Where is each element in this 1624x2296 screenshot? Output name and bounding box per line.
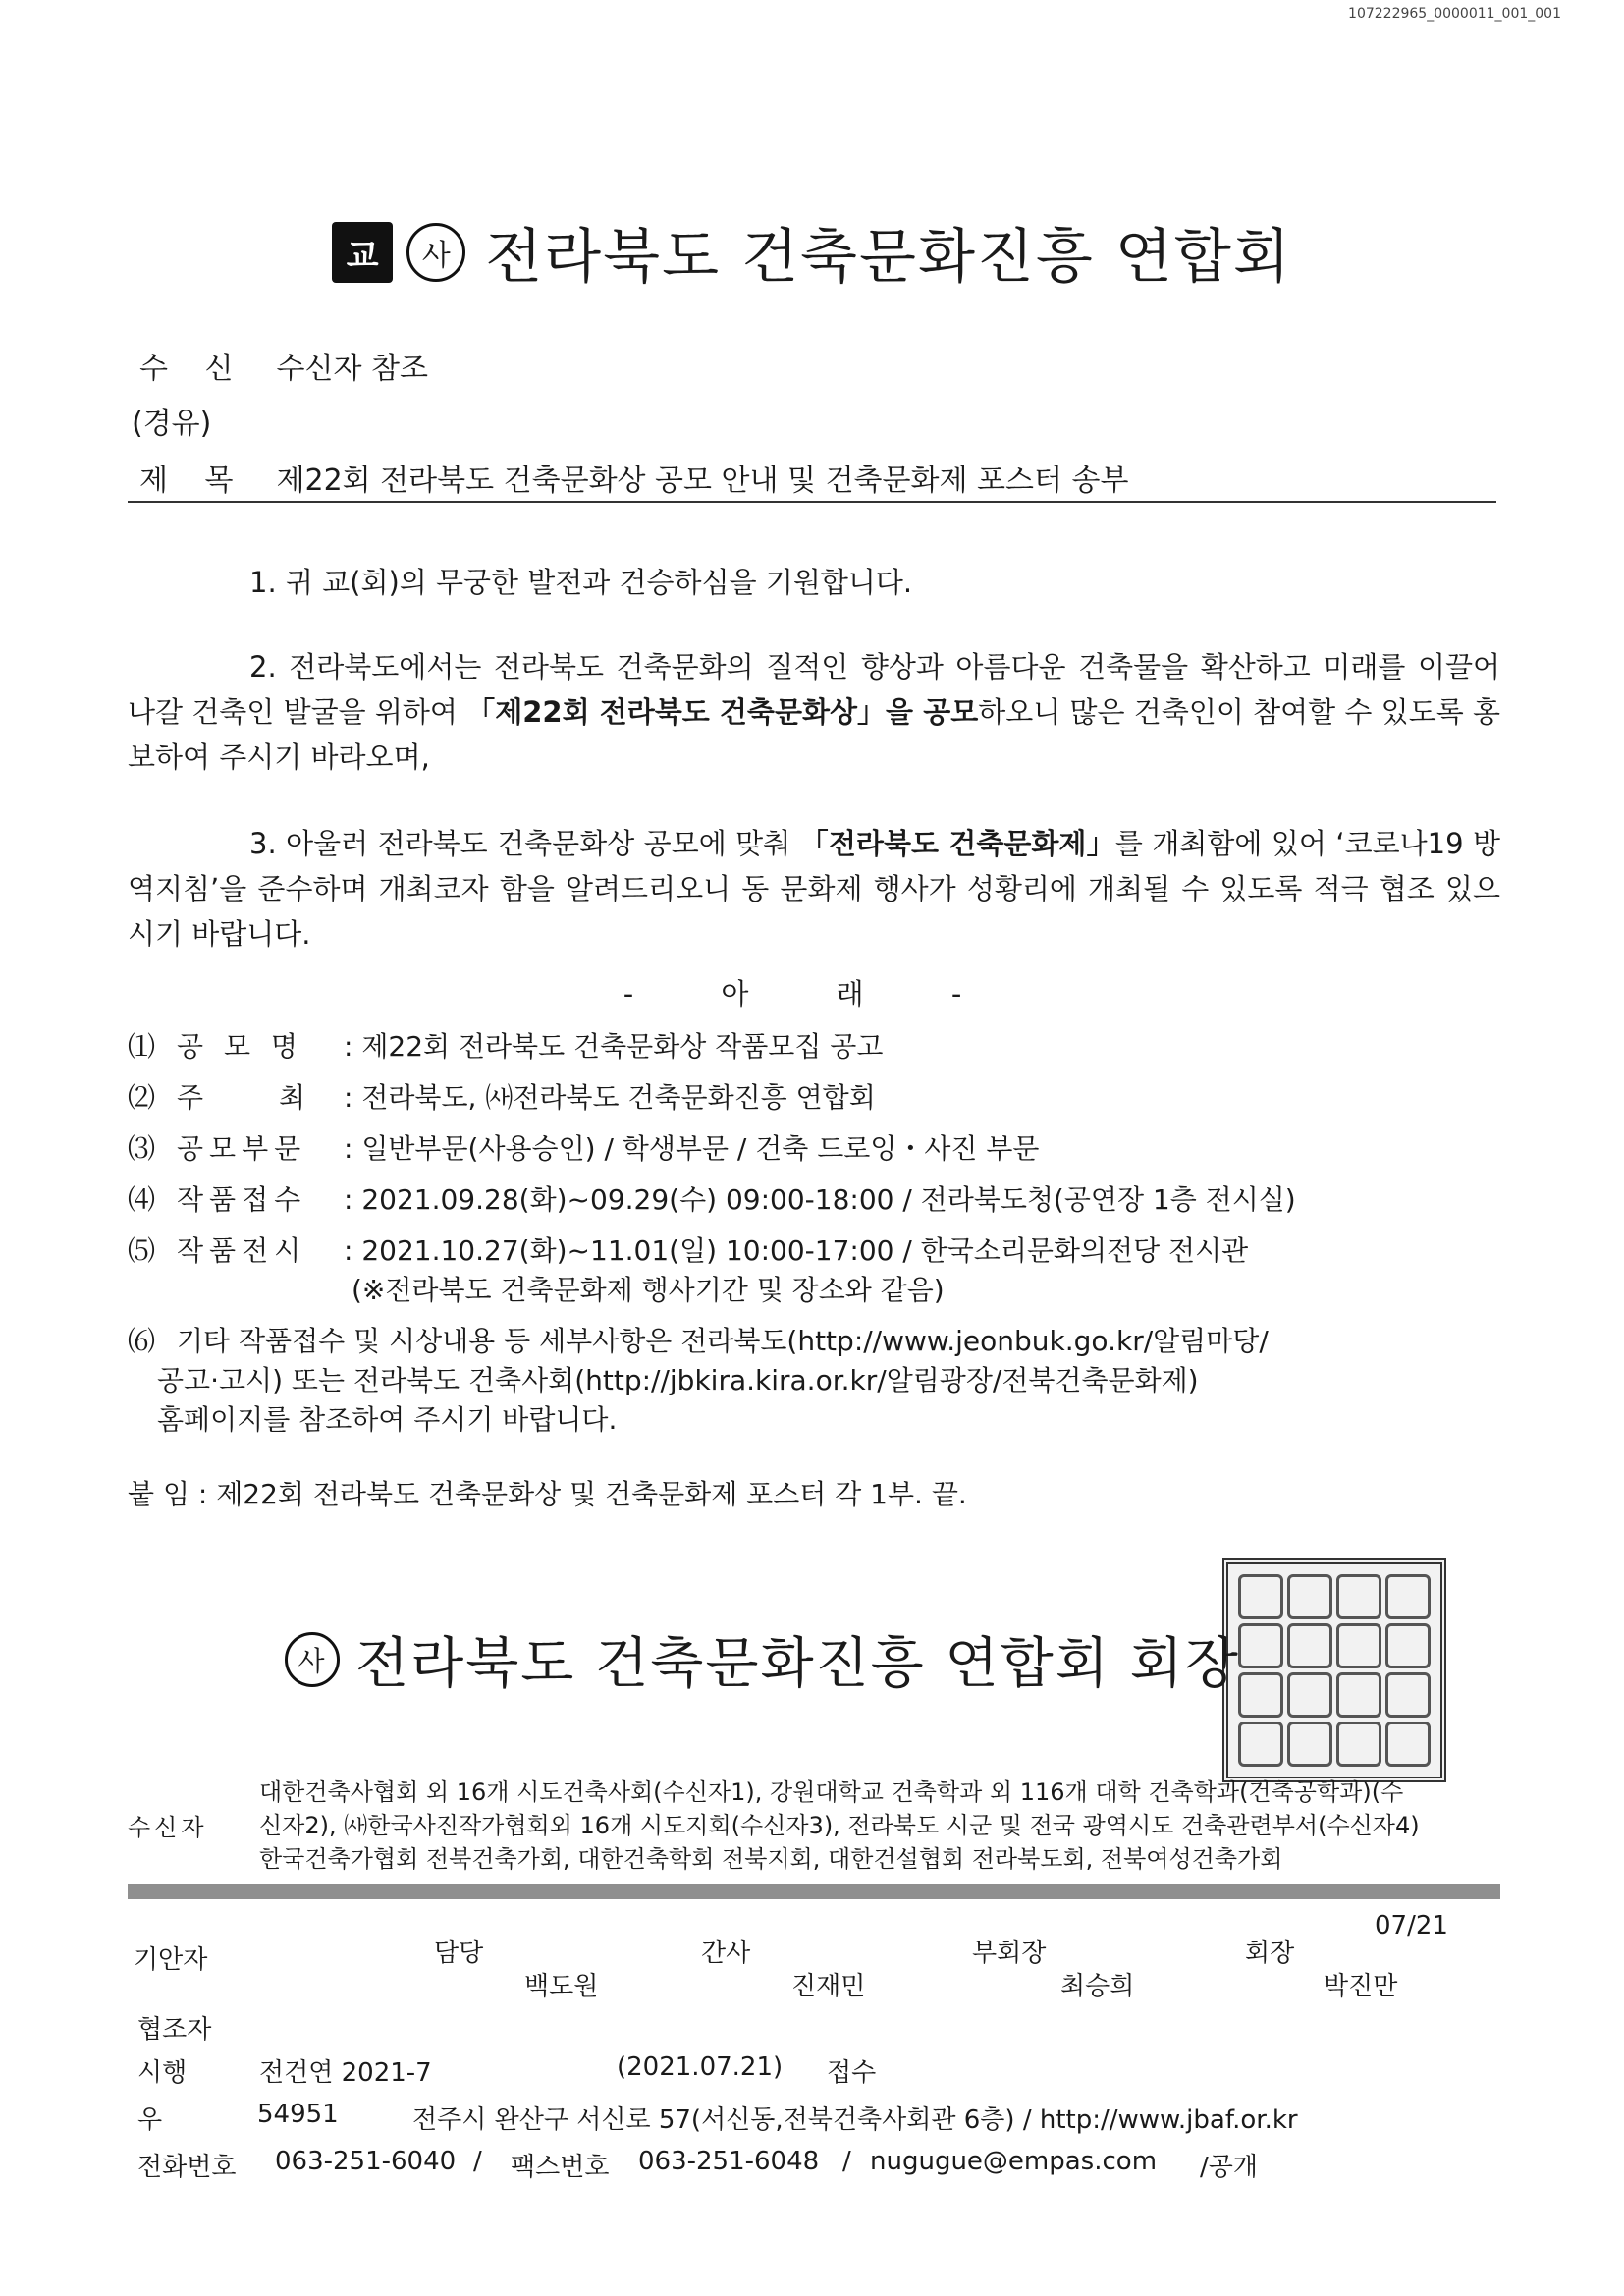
staff-label: 담당 [434, 1939, 484, 1968]
item-value-note: (※전라북도 건축문화제 행사기간 및 장소와 같음) [352, 1274, 945, 1306]
recipients-line: 한국건축가협회 전북건축가회, 대한건축학회 전북지회, 대한건설협회 전라북도회, 전북여성건축가회 [259, 1845, 1283, 1873]
paragraph-3-emphasis: 「전라북도 건축문화제」 [799, 827, 1115, 860]
president-name: 박진만 [1324, 1972, 1398, 2001]
item-value: : 2021.10.27(화)~11.01(일) 10:00-17:00 / 한국소리문화의전당 전시관 [344, 1234, 1249, 1267]
paragraph-1-text: 1. 귀 교(회)의 무궁한 발전과 건승하심을 기원합니다. [249, 566, 913, 599]
recipients-line: 신자2), ㈔한국사진작가협회외 16개 시도지회(수신자3), 전라북도 시군 및 전국 광역시도 건축관련부서(수신자4) [259, 1812, 1420, 1839]
list-item [128, 1231, 1248, 1310]
paragraph-3-text-b: 를 개최함에 있어 ‘코로나19 방역지침’을 준수하며 개최코자 함을 알려드리오니 동 문화제 행사가 성황리에 개최될 수 있도록 적극 협조 있으시기 바랍니다. [128, 827, 1500, 951]
document-id: 107222965_0000011_001_001 [1348, 6, 1561, 22]
president-label: 회장 [1245, 1939, 1295, 1968]
execution-date: (2021.07.21) [617, 2052, 784, 2082]
incorporated-mark: 사 [285, 1632, 340, 1687]
paragraph-2-emphasis: 「제22회 전라북도 건축문화상」을 공모 [466, 695, 979, 729]
incorporated-mark: 사 [406, 223, 465, 282]
item-other-line-2: 공고·고시) 또는 전라북도 건축사회(http://jbkira.kira.or.kr/알림광장/전북건축문화제) [157, 1364, 1199, 1396]
list-item [128, 1078, 876, 1118]
item-number: ⑹ [128, 1325, 156, 1357]
postal-code: 54951 [257, 2100, 339, 2129]
recipient-row [139, 344, 428, 387]
paragraph-3-text-a: 3. 아울러 전라북도 건축문화상 공모에 맞춰 [249, 827, 800, 860]
item-label: 작품접수 [177, 1183, 307, 1216]
via-row [132, 399, 211, 442]
item-number: ⑵ [128, 1081, 156, 1114]
list-item [128, 1027, 883, 1066]
paragraph-3 [128, 821, 1500, 957]
item-label: 주 최 [177, 1081, 339, 1114]
item-number: ⑷ [128, 1183, 156, 1216]
item-other-line-3: 홈페이지를 참조하여 주시기 바랍니다. [157, 1403, 618, 1436]
address: 전주시 완산구 서신로 57(서신동,전북건축사회관 6층) / http://www.jbaf.or.kr [412, 2105, 1298, 2135]
recipients-block [128, 1776, 1500, 1876]
item-label: 작품전시 [177, 1234, 307, 1267]
item-value: : 전라북도, ㈔전라북도 건축문화진흥 연합회 [344, 1081, 876, 1114]
recipients-line: 대한건축사협회 외 16개 시도건축사회(수신자1), 강원대학교 건축학과 외 116개 대학 건축학과(건축공학과)(수 [259, 1778, 1404, 1806]
phone-number: 063-251-6040 [275, 2147, 457, 2176]
item-label: 공모부문 [177, 1132, 307, 1165]
recipient-label: 수 신 [139, 352, 247, 386]
drafter-label: 기안자 [134, 1945, 208, 1975]
item-value: : 제22회 전라북도 건축문화상 작품모집 공고 [344, 1030, 884, 1063]
recipients-label: 수신자 [128, 1814, 208, 1841]
official-seal [1222, 1558, 1446, 1782]
fax-label: 팩스번호 [511, 2153, 610, 2182]
recipient-value: 수신자 참조 [276, 352, 428, 386]
receipt-label: 접수 [827, 2058, 877, 2088]
separator: / [842, 2147, 851, 2176]
list-item [128, 1180, 1296, 1220]
public-status: /공개 [1200, 2153, 1258, 2182]
staff-name: 백도원 [524, 1972, 599, 2001]
separator: / [473, 2147, 482, 2176]
subject-row [139, 456, 1128, 499]
recipients-list [259, 1776, 1500, 1876]
execution-label: 시행 [137, 2058, 188, 2088]
paragraph-2 [128, 644, 1500, 780]
item-number: ⑸ [128, 1234, 156, 1267]
item-number: ⑶ [128, 1132, 156, 1165]
item-value: : 일반부문(사용승인) / 학생부문 / 건축 드로잉・사진 부문 [344, 1132, 1040, 1165]
item-other-line-1: 기타 작품접수 및 시상내용 등 세부사항은 전라북도(http://www.jeonbuk.go.kr/알림마당/ [177, 1325, 1269, 1357]
sender-title: 전라북도 건축문화진흥 연합회 회장 [355, 1632, 1240, 1696]
phone-label: 전화번호 [137, 2153, 237, 2182]
vice-president-name: 최승희 [1060, 1972, 1135, 2001]
organization-title: 전라북도 건축문화진흥 연합회 [485, 223, 1292, 292]
cooperator-label: 협조자 [137, 2015, 212, 2045]
approval-divider [128, 1884, 1500, 1899]
postal-label: 우 [137, 2105, 163, 2135]
via-label: (경유) [132, 407, 212, 441]
subject-label: 제 목 [139, 464, 247, 498]
paragraph-2-text-a: 2. 전라북도에서는 전라북도 건축문화의 질적인 향상과 아름다운 건축물을 확산하고 미래를 이끌어 나갈 건축인 발굴을 위하여 [128, 650, 1500, 729]
subject-divider [128, 501, 1496, 503]
sender-signature [285, 1620, 1240, 1699]
execution-number: 전건연 2021-7 [259, 2058, 432, 2088]
subject-value: 제22회 전라북도 건축문화상 공모 안내 및 건축문화제 포스터 송부 [276, 464, 1129, 498]
vice-president-label: 부회장 [972, 1939, 1047, 1968]
secretary-label: 간사 [701, 1939, 751, 1968]
list-item [128, 1129, 1039, 1169]
email[interactable]: nugugue@empas.com [870, 2147, 1158, 2176]
item-value: : 2021.09.28(화)~09.29(수) 09:00-18:00 / 전라북도청(공연장 1층 전시실) [344, 1183, 1296, 1216]
paragraph-2-text-b: 하오니 많은 건축인이 참여할 수 있도록 홍보하여 주시기 바라오며, [128, 695, 1500, 774]
secretary-name: 진재민 [791, 1972, 866, 2001]
organization-logo: 교 [332, 222, 393, 283]
paragraph-1 [128, 560, 1500, 605]
item-number: ⑴ [128, 1030, 156, 1063]
fax-number: 063-251-6048 [638, 2147, 820, 2176]
item-label: 공 모 명 [177, 1030, 303, 1063]
attachment-line: 붙 임 : 제22회 전라북도 건축문화상 및 건축문화제 포스터 각 1부. 끝. [128, 1478, 967, 1510]
notice-heading: - 아 래 - [623, 977, 1001, 1011]
approval-date: 07/21 [1375, 1911, 1448, 1941]
list-item-other [128, 1322, 1498, 1440]
letterhead [0, 208, 1624, 297]
